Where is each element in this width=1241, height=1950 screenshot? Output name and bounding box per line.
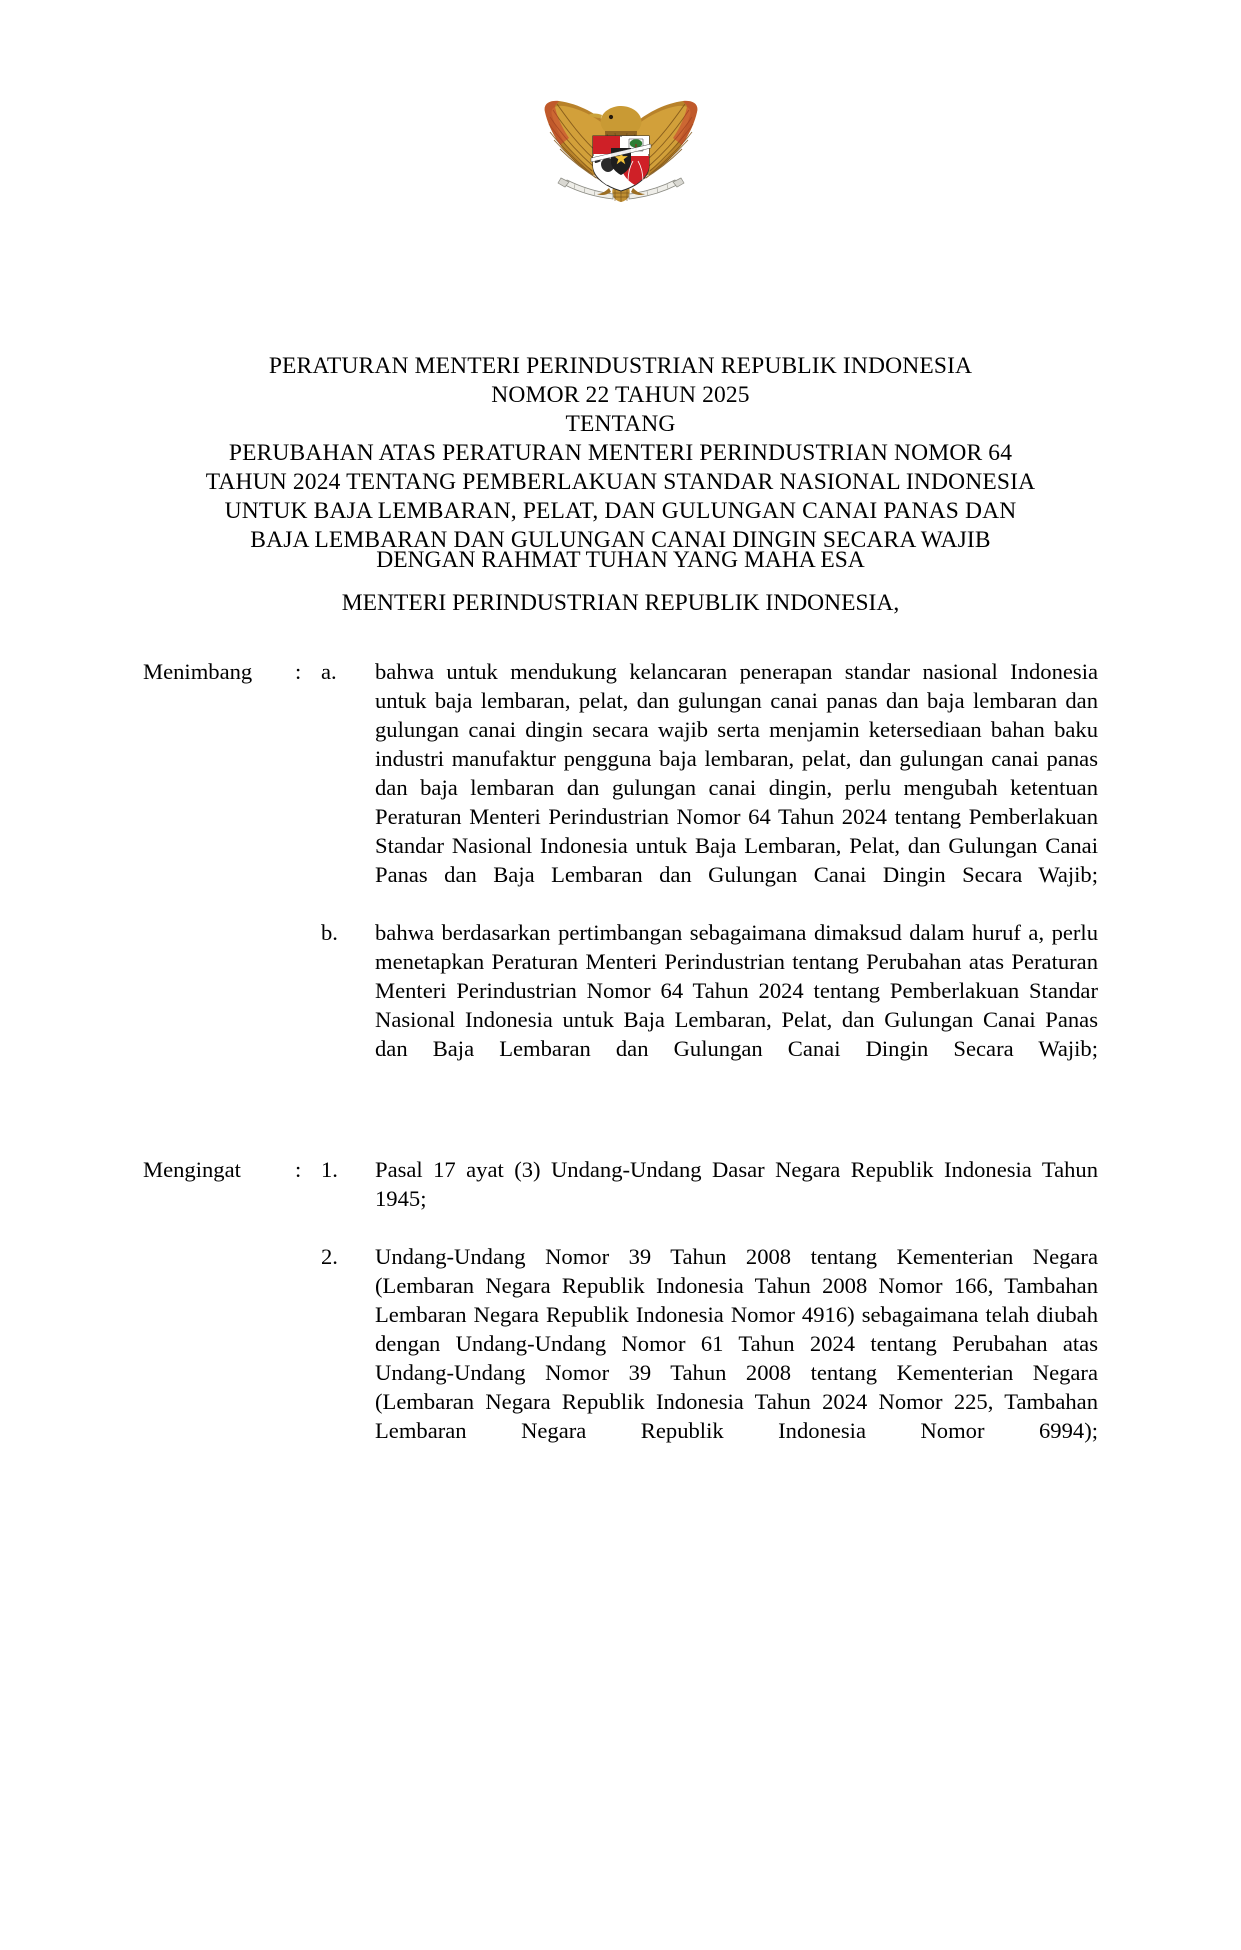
authority-line: MENTERI PERINDUSTRIAN REPUBLIK INDONESIA, [341, 590, 900, 616]
garuda-pancasila-emblem [531, 88, 711, 206]
list-item [321, 1242, 1098, 1474]
title-line-1: PERATURAN MENTERI PERINDUSTRIAN REPUBLIK INDONESIA [268, 353, 973, 379]
mengingat-item-1-marker: 1. [321, 1157, 338, 1182]
list-item [321, 1155, 1098, 1242]
list-item [321, 918, 1098, 1092]
mengingat-colon: : [295, 1157, 302, 1182]
mengingat-clause [143, 1155, 1098, 1474]
menimbang-clause [143, 657, 1098, 1092]
menimbang-item-a-marker: a. [321, 659, 337, 684]
mengingat-item-2-text: Undang-Undang Nomor 39 Tahun 2008 tentang Kementerian Negara (Lembaran Negara Republik Indonesia Tahun 2008 Nomor 166, Tambahan Lembaran Negara Republik Indonesia Nomor 4916) sebagaimana telah diubah dengan Undang-Undang Nomor 61 Tahun 2024 tentang Perubahan atas Undang-Undang Nomor 39 Tahun 2008 tentang Kementerian Negara (Lembaran Negara Republik Indonesia Tahun 2024 Nomor 225, Tambahan Lembaran Negara Republik Indonesia Nomor 6994); [375, 1244, 1098, 1444]
menimbang-item-b-marker: b. [321, 920, 338, 946]
document-title-block [0, 352, 1241, 555]
menimbang-items [321, 657, 1098, 1092]
menimbang-colon: : [295, 659, 302, 684]
title-line-4: PERUBAHAN ATAS PERATURAN MENTERI PERINDUSTRIAN NOMOR 64 [228, 440, 1013, 467]
title-line-7: BAJA LEMBARAN DAN GULUNGAN CANAI DINGIN SECARA WAJIB [250, 527, 991, 554]
mengingat-item-2-marker: 2. [321, 1244, 338, 1270]
title-line-6: UNTUK BAJA LEMBARAN, PELAT, DAN GULUNGAN CANAI PANAS DAN [224, 498, 1017, 525]
menimbang-item-b-text: bahwa berdasarkan pertimbangan sebagaimana dimaksud dalam huruf a, perlu menetapkan Peraturan Menteri Perindustrian tentang Perubahan atas Peraturan Menteri Perindustrian Nomor 64 Tahun 2024 tentang Pemberlakuan Standar Nasional Indonesia untuk Baja Lembaran, Pelat, dan Gulungan Canai Panas dan Baja Lembaran dan Gulungan Canai Dingin Secara Wajib; [375, 920, 1098, 1062]
menimbang-label: Menimbang [143, 659, 253, 684]
menimbang-item-a-text: bahwa untuk mendukung kelancaran penerapan standar nasional Indonesia untuk baja lembaran, pelat, dan gulungan canai panas dan baja lembaran dan gulungan canai dingin secara wajib serta menjamin ketersediaan bahan baku industri manufaktur pengguna baja lembaran, pelat, dan gulungan canai panas dan baja lembaran dan gulungan canai dingin, perlu mengubah ketentuan Peraturan Menteri Perindustrian Nomor 64 Tahun 2024 tentang Pemberlakuan Standar Nasional Indonesia untuk Baja Lembaran, Pelat, dan Gulungan Canai Panas dan Baja Lembaran dan Gulungan Canai Dingin Secara Wajib; [375, 659, 1098, 888]
blessing-line: DENGAN RAHMAT TUHAN YANG MAHA ESA [376, 547, 865, 573]
mengingat-item-1-text: Pasal 17 ayat (3) Undang-Undang Dasar Negara Republik Indonesia Tahun 1945; [375, 1157, 1098, 1212]
list-item [321, 657, 1098, 918]
title-line-number: NOMOR 22 TAHUN 2025 [491, 382, 750, 409]
title-line-5: TAHUN 2024 TENTANG PEMBERLAKUAN STANDAR NASIONAL INDONESIA [205, 469, 1036, 496]
mengingat-label: Mengingat [143, 1157, 241, 1182]
mengingat-items [321, 1155, 1098, 1474]
emblem-container [0, 88, 1241, 206]
title-line-tentang: TENTANG [565, 411, 676, 438]
